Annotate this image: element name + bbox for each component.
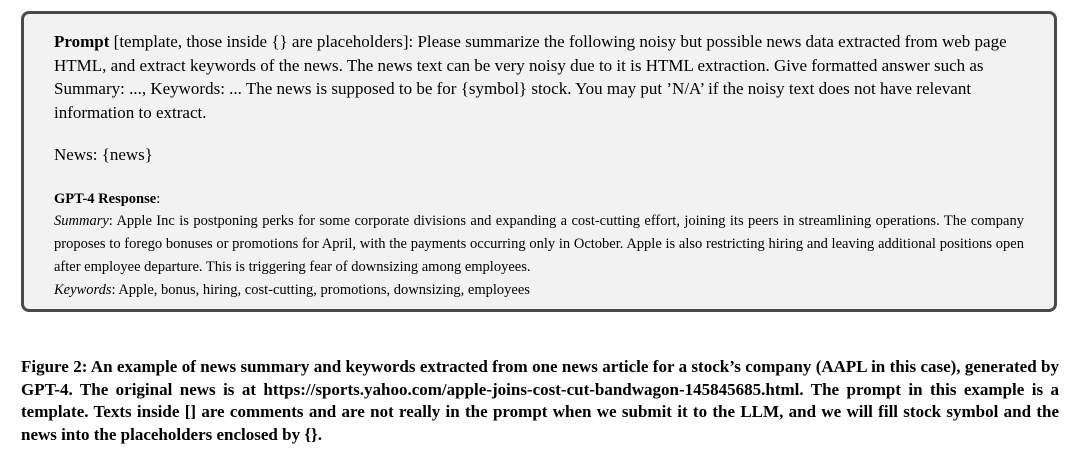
prompt-text: [template, those inside {} are placeholders]: Please summarize the following noisy but possible news data extracted from web page HTML, and extract keywords of the news. The news text can be very noisy due to it is HTML extraction. Give formatted answer such as Summary: ..., Keywords: ... The news is supposed to be for {symbol} stock. You may put ’N/A’ if the noisy text does not have relevant information to extract. — [54, 32, 1007, 122]
prompt-paragraph — [54, 30, 1024, 124]
summary-paragraph — [54, 210, 1024, 279]
prompt-box — [21, 11, 1057, 312]
news-placeholder-line: News: {news} — [54, 145, 153, 164]
response-colon: : — [156, 190, 161, 207]
keywords-label: Keywords — [54, 281, 112, 298]
figure-caption: Figure 2: An example of news summary and keywords extracted from one news article for a stock’s company (AAPL in this case), generated by GPT-4. The original news is at https://sports.yahoo.com/apple-joins-cost-cut-bandwagon-145845685.html. The prompt in this example is a template. Texts inside [] are comments and are not really in the prompt when we submit it to the LLM, and we will fill stock symbol and the news into the placeholders enclosed by {}. — [21, 357, 1059, 444]
keywords-text: : Apple, bonus, hiring, cost-cutting, promotions, downsizing, employees — [111, 281, 530, 298]
keywords-paragraph — [54, 279, 1024, 302]
response-label: GPT-4 Response — [54, 190, 157, 207]
prompt-label: Prompt — [54, 32, 110, 51]
summary-label: Summary — [54, 212, 109, 229]
response-heading — [54, 188, 1024, 210]
summary-text: : Apple Inc is postponing perks for some corporate divisions and expanding a cost-cutting effort, joining its peers in streamlining operations. The company proposes to forego bonuses or promotions for April, with the payments occurring only in October. Apple is also restricting hiring and leaving additional positions open after employee departure. This is triggering fear of downsizing among employees. — [54, 212, 1024, 275]
